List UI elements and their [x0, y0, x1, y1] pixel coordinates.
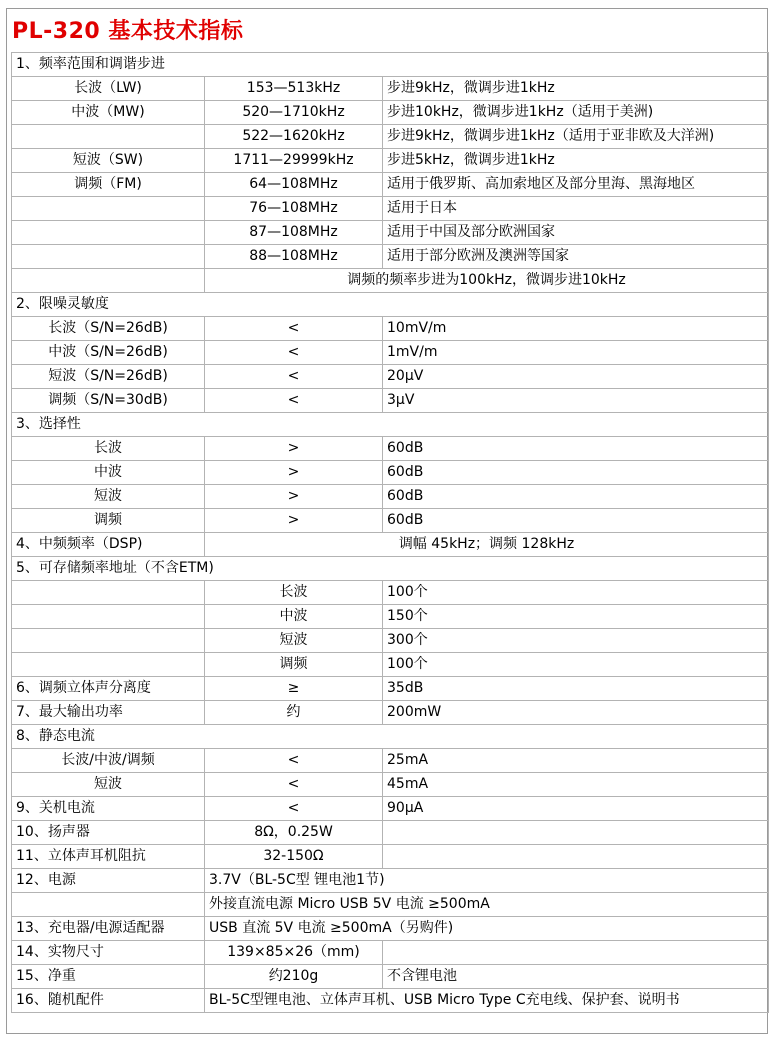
table-row [12, 437, 769, 461]
table-cell: 5、可存储频率地址（不含ETM) [12, 557, 769, 581]
table-cell: 1mV/m [383, 341, 769, 365]
table-row [12, 269, 769, 293]
table-row [12, 941, 769, 965]
table-row [12, 125, 769, 149]
table-cell: < [205, 389, 383, 413]
table-cell: 步进10kHz，微调步进1kHz（适用于美洲) [383, 101, 769, 125]
table-cell: 11、立体声耳机阻抗 [12, 845, 205, 869]
table-cell [383, 941, 769, 965]
table-cell: 35dB [383, 677, 769, 701]
table-cell: < [205, 749, 383, 773]
table-row [12, 701, 769, 725]
table-cell: 不含锂电池 [383, 965, 769, 989]
table-row [12, 317, 769, 341]
table-cell: 外接直流电源 Micro USB 5V 电流 ≥500mA [205, 893, 769, 917]
table-cell: < [205, 341, 383, 365]
table-cell: 60dB [383, 437, 769, 461]
table-cell: 中波（MW) [12, 101, 205, 125]
table-cell [12, 245, 205, 269]
table-row [12, 365, 769, 389]
table-row [12, 965, 769, 989]
table-row [12, 221, 769, 245]
table-cell: 调频 [205, 653, 383, 677]
table-cell: 20μV [383, 365, 769, 389]
table-row [12, 677, 769, 701]
table-cell: > [205, 485, 383, 509]
table-cell: 139×85×26（mm) [205, 941, 383, 965]
table-cell: 短波（SW) [12, 149, 205, 173]
table-cell: 3.7V（BL-5C型 锂电池1节) [205, 869, 769, 893]
table-cell: 调频（FM) [12, 173, 205, 197]
table-row [12, 413, 769, 437]
table-cell: 14、实物尺寸 [12, 941, 205, 965]
table-row [12, 485, 769, 509]
table-cell: 1、频率范围和调谐步进 [12, 53, 769, 77]
table-cell: 60dB [383, 485, 769, 509]
table-cell: 短波（S/N=26dB) [12, 365, 205, 389]
table-row [12, 77, 769, 101]
table-cell [12, 581, 205, 605]
table-cell: 调频的频率步进为100kHz，微调步进10kHz [205, 269, 769, 293]
table-cell: 520—1710kHz [205, 101, 383, 125]
table-cell: 76—108MHz [205, 197, 383, 221]
table-cell: > [205, 461, 383, 485]
table-row [12, 341, 769, 365]
table-cell: 长波 [205, 581, 383, 605]
table-cell: 长波/中波/调频 [12, 749, 205, 773]
table-row [12, 101, 769, 125]
table-cell: 中波（S/N=26dB) [12, 341, 205, 365]
table-cell: 步进9kHz，微调步进1kHz（适用于亚非欧及大洋洲) [383, 125, 769, 149]
table-row [12, 725, 769, 749]
table-cell: 522—1620kHz [205, 125, 383, 149]
table-cell: 调幅 45kHz；调频 128kHz [205, 533, 769, 557]
table-row [12, 293, 769, 317]
table-cell [12, 221, 205, 245]
table-row [12, 797, 769, 821]
table-cell: 8、静态电流 [12, 725, 769, 749]
table-cell: < [205, 365, 383, 389]
table-cell [12, 653, 205, 677]
table-cell: 12、电源 [12, 869, 205, 893]
table-cell: 长波（LW) [12, 77, 205, 101]
table-cell: BL-5C型锂电池、立体声耳机、USB Micro Type C充电线、保护套、说明书 [205, 989, 769, 1013]
table-cell: 200mW [383, 701, 769, 725]
table-cell: 长波 [12, 437, 205, 461]
page-title: PL-320 基本技术指标 [12, 19, 244, 44]
table-cell: 10、扬声器 [12, 821, 205, 845]
table-cell: 约 [205, 701, 383, 725]
table-cell: 64—108MHz [205, 173, 383, 197]
table-row [12, 749, 769, 773]
table-cell: 15、净重 [12, 965, 205, 989]
table-cell: 适用于俄罗斯、高加索地区及部分里海、黑海地区 [383, 173, 769, 197]
table-cell: 10mV/m [383, 317, 769, 341]
table-cell [12, 125, 205, 149]
table-cell: 32-150Ω [205, 845, 383, 869]
table-cell [383, 845, 769, 869]
table-cell: 调频 [12, 509, 205, 533]
table-cell: < [205, 317, 383, 341]
table-row [12, 893, 769, 917]
table-cell: > [205, 437, 383, 461]
table-cell: 87—108MHz [205, 221, 383, 245]
table-cell: 短波 [205, 629, 383, 653]
table-row [12, 149, 769, 173]
table-cell: < [205, 797, 383, 821]
table-cell: 适用于部分欧洲及澳洲等国家 [383, 245, 769, 269]
table-cell: 88—108MHz [205, 245, 383, 269]
table-cell: ≥ [205, 677, 383, 701]
table-cell: 2、限噪灵敏度 [12, 293, 769, 317]
table-row [12, 989, 769, 1013]
table-cell: 步进9kHz，微调步进1kHz [383, 77, 769, 101]
table-cell: > [205, 509, 383, 533]
table-row [12, 653, 769, 677]
table-cell [12, 197, 205, 221]
table-cell: 步进5kHz，微调步进1kHz [383, 149, 769, 173]
table-cell: 16、随机配件 [12, 989, 205, 1013]
table-cell: 3μV [383, 389, 769, 413]
table-row [12, 173, 769, 197]
table-cell: 1711—29999kHz [205, 149, 383, 173]
table-cell: < [205, 773, 383, 797]
table-row [12, 245, 769, 269]
table-cell [12, 605, 205, 629]
table-cell [12, 269, 205, 293]
table-cell: 4、中频频率（DSP) [12, 533, 205, 557]
table-cell: 100个 [383, 581, 769, 605]
table-cell [12, 629, 205, 653]
table-row [12, 53, 769, 77]
table-cell: 60dB [383, 461, 769, 485]
table-cell: 25mA [383, 749, 769, 773]
table-row [12, 821, 769, 845]
table-cell: 6、调频立体声分离度 [12, 677, 205, 701]
table-cell [12, 893, 205, 917]
table-cell: 7、最大输出功率 [12, 701, 205, 725]
table-cell: 调频（S/N=30dB) [12, 389, 205, 413]
table-row [12, 389, 769, 413]
table-cell: 适用于日本 [383, 197, 769, 221]
table-cell: 9、关机电流 [12, 797, 205, 821]
table-cell: 90μA [383, 797, 769, 821]
table-row [12, 509, 769, 533]
table-cell: 45mA [383, 773, 769, 797]
table-row [12, 197, 769, 221]
table-row [12, 581, 769, 605]
table-cell [383, 821, 769, 845]
spec-table [11, 52, 769, 1013]
table-cell: 适用于中国及部分欧洲国家 [383, 221, 769, 245]
table-row [12, 533, 769, 557]
table-cell: 150个 [383, 605, 769, 629]
table-row [12, 629, 769, 653]
table-cell: 约210g [205, 965, 383, 989]
table-cell: 短波 [12, 773, 205, 797]
table-cell: 3、选择性 [12, 413, 769, 437]
table-row [12, 557, 769, 581]
table-cell: USB 直流 5V 电流 ≥500mA（另购件) [205, 917, 769, 941]
table-cell: 中波 [12, 461, 205, 485]
table-row [12, 773, 769, 797]
table-row [12, 461, 769, 485]
table-cell: 60dB [383, 509, 769, 533]
table-cell: 中波 [205, 605, 383, 629]
table-cell: 8Ω，0.25W [205, 821, 383, 845]
table-row [12, 605, 769, 629]
table-row [12, 869, 769, 893]
table-row [12, 845, 769, 869]
table-cell: 长波（S/N=26dB) [12, 317, 205, 341]
table-cell: 100个 [383, 653, 769, 677]
table-cell: 13、充电器/电源适配器 [12, 917, 205, 941]
table-cell: 153—513kHz [205, 77, 383, 101]
table-row [12, 917, 769, 941]
table-cell: 300个 [383, 629, 769, 653]
table-cell: 短波 [12, 485, 205, 509]
